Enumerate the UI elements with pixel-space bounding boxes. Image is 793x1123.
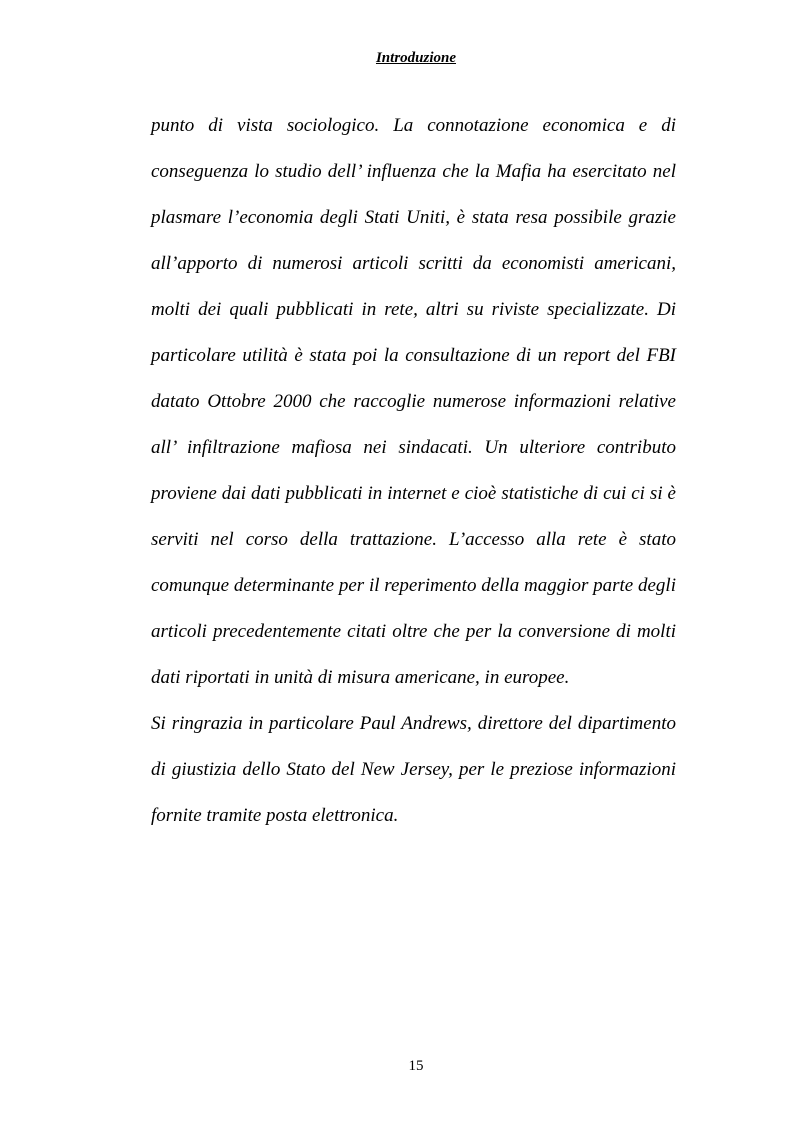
running-header-title: Introduzione [375, 50, 457, 66]
paragraph: Si ringrazia in particolare Paul Andrews, direttore del dipartimento di giustizia dello Stato del New Jersey, per le preziose informazioni fornite tramite posta elettronica. [151, 713, 676, 826]
page-number: 15 [408, 1058, 424, 1074]
paragraph: punto di vista sociologico. La connotazione economica e di conseguenza lo studio dell’ influenza che la Mafia ha esercitato nel plasmare l’economia degli Stati Uniti, è stata resa possibile grazie all’apporto di numerosi articoli scritti da economisti americani, molti dei quali pubblicati in rete, altri su riviste specializzate. Di particolare utilità è stata poi la consultazione di un report del FBI datato Ottobre 2000 che raccoglie numerose informazioni relative all’ infiltrazione mafiosa nei sindacati. Un ulteriore contributo proviene dai dati pubblicati in internet e cioè statistiche di cui ci si è serviti nel corso della trattazione. L’accesso alla rete è stato comunque determinante per il reperimento della maggior parte degli articoli precedentemente citati oltre che per la conversione di molti dati riportati in unità di misura americane, in europee. [151, 115, 676, 688]
body-text [151, 103, 676, 839]
